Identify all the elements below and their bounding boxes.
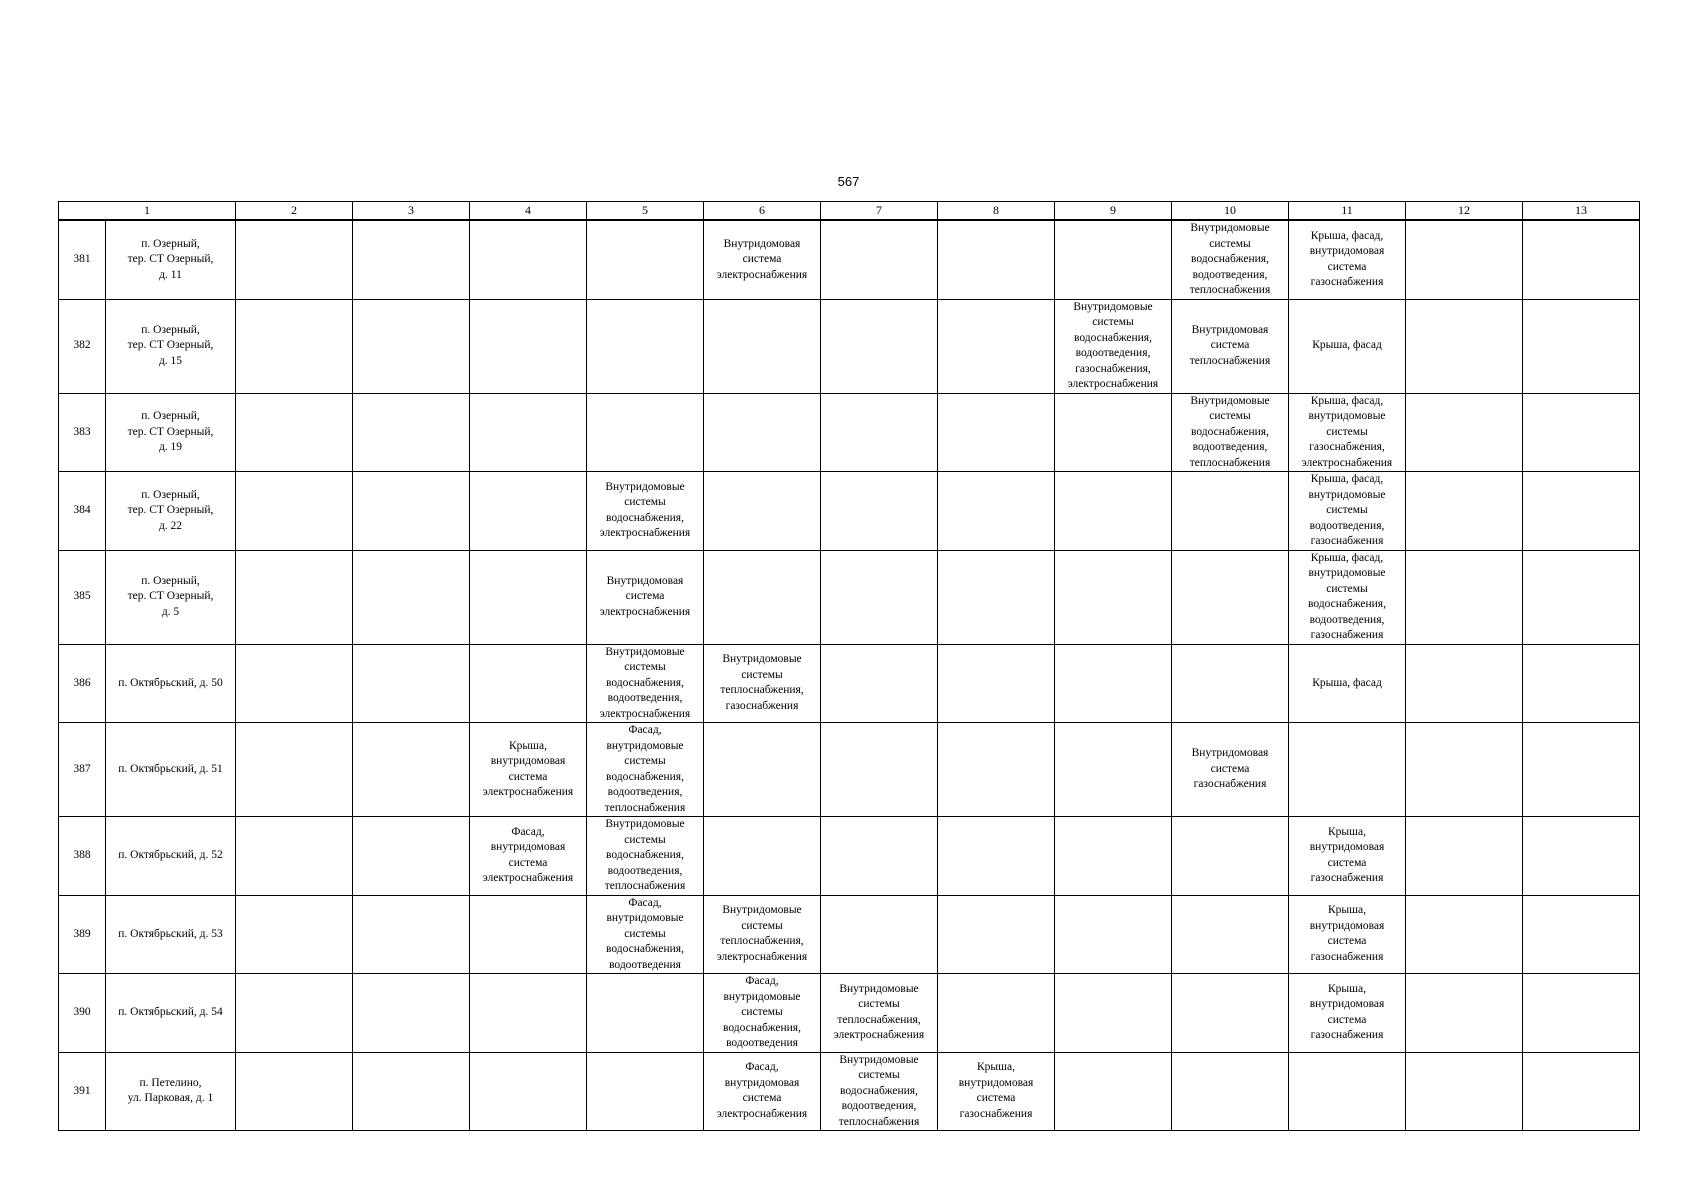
work-cell-col-11: Крыша, фасад, внутридомовые системы газоснабжения, электроснабжения <box>1289 393 1406 472</box>
page-number: 567 <box>837 174 860 189</box>
work-cell-col-11: Крыша, внутридомовая система газоснабжения <box>1289 895 1406 974</box>
address-cell: п. Озерный, тер. СТ Озерный, д. 19 <box>106 393 236 472</box>
work-cell-col-11 <box>1289 1052 1406 1131</box>
work-cell-col-12 <box>1406 472 1523 551</box>
work-cell-col-6 <box>704 472 821 551</box>
column-header-2: 2 <box>236 202 353 221</box>
work-cell-col-10: Внутридомовая система газоснабжения <box>1172 723 1289 817</box>
address-cell: п. Петелино, ул. Парковая, д. 1 <box>106 1052 236 1131</box>
work-cell-col-9 <box>1055 644 1172 723</box>
work-cell-col-8 <box>938 723 1055 817</box>
work-cell-col-5 <box>587 220 704 299</box>
work-cell-col-4 <box>470 220 587 299</box>
work-cell-col-6: Фасад, внутридомовые системы водоснабжения, водоотведения <box>704 974 821 1053</box>
row-number-cell: 385 <box>59 550 106 644</box>
work-cell-col-9: Внутридомовые системы водоснабжения, водоотведения, газоснабжения, электроснабжения <box>1055 299 1172 393</box>
work-cell-col-8 <box>938 550 1055 644</box>
work-cell-col-9 <box>1055 974 1172 1053</box>
address-cell: п. Октябрьский, д. 51 <box>106 723 236 817</box>
work-cell-col-4 <box>470 472 587 551</box>
work-cell-col-12 <box>1406 974 1523 1053</box>
work-cell-col-5 <box>587 299 704 393</box>
work-cell-col-7: Внутридомовые системы теплоснабжения, электроснабжения <box>821 974 938 1053</box>
table-body <box>59 202 1640 1131</box>
work-cell-col-11: Крыша, фасад, внутридомовая система газоснабжения <box>1289 220 1406 299</box>
row-number-cell: 386 <box>59 644 106 723</box>
work-cell-col-13 <box>1523 220 1640 299</box>
work-cell-col-11: Крыша, внутридомовая система газоснабжения <box>1289 974 1406 1053</box>
row-number-cell: 384 <box>59 472 106 551</box>
work-cell-col-3 <box>353 723 470 817</box>
work-cell-col-8 <box>938 817 1055 896</box>
work-cell-col-9 <box>1055 220 1172 299</box>
table-row <box>59 1052 1640 1131</box>
work-cell-col-12 <box>1406 1052 1523 1131</box>
work-cell-col-3 <box>353 895 470 974</box>
work-cell-col-2 <box>236 723 353 817</box>
work-cell-col-5 <box>587 1052 704 1131</box>
work-cell-col-8 <box>938 220 1055 299</box>
work-cell-col-8 <box>938 644 1055 723</box>
header-row <box>59 202 1640 221</box>
work-cell-col-7 <box>821 895 938 974</box>
work-cell-col-13 <box>1523 393 1640 472</box>
work-cell-col-5: Внутридомовые системы водоснабжения, водоотведения, теплоснабжения <box>587 817 704 896</box>
work-cell-col-6: Фасад, внутридомовая система электроснабжения <box>704 1052 821 1131</box>
work-cell-col-8 <box>938 472 1055 551</box>
work-cell-col-2 <box>236 817 353 896</box>
work-cell-col-2 <box>236 1052 353 1131</box>
work-cell-col-7 <box>821 220 938 299</box>
work-cell-col-11: Крыша, фасад <box>1289 299 1406 393</box>
work-cell-col-5: Внутридомовая система электроснабжения <box>587 550 704 644</box>
work-cell-col-4 <box>470 1052 587 1131</box>
work-cell-col-11 <box>1289 723 1406 817</box>
work-cell-col-6 <box>704 817 821 896</box>
table-row <box>59 220 1640 299</box>
work-cell-col-8 <box>938 299 1055 393</box>
capital-repair-table <box>58 201 1640 1131</box>
work-cell-col-2 <box>236 974 353 1053</box>
work-cell-col-10: Внутридомовые системы водоснабжения, водоотведения, теплоснабжения <box>1172 393 1289 472</box>
work-cell-col-13 <box>1523 550 1640 644</box>
work-cell-col-8 <box>938 895 1055 974</box>
address-cell: п. Октябрьский, д. 53 <box>106 895 236 974</box>
work-cell-col-3 <box>353 974 470 1053</box>
work-cell-col-10 <box>1172 817 1289 896</box>
work-cell-col-12 <box>1406 550 1523 644</box>
work-cell-col-7 <box>821 299 938 393</box>
work-cell-col-6 <box>704 550 821 644</box>
work-cell-col-13 <box>1523 723 1640 817</box>
table-row <box>59 974 1640 1053</box>
column-header-4: 4 <box>470 202 587 221</box>
work-cell-col-8: Крыша, внутридомовая система газоснабжения <box>938 1052 1055 1131</box>
table-row <box>59 299 1640 393</box>
work-cell-col-10 <box>1172 974 1289 1053</box>
work-cell-col-3 <box>353 220 470 299</box>
work-cell-col-4 <box>470 974 587 1053</box>
work-cell-col-13 <box>1523 895 1640 974</box>
column-header-11: 11 <box>1289 202 1406 221</box>
work-cell-col-7: Внутридомовые системы водоснабжения, водоотведения, теплоснабжения <box>821 1052 938 1131</box>
work-cell-col-10 <box>1172 644 1289 723</box>
work-cell-col-2 <box>236 550 353 644</box>
table-row <box>59 895 1640 974</box>
column-header-13: 13 <box>1523 202 1640 221</box>
work-cell-col-8 <box>938 974 1055 1053</box>
column-header-6: 6 <box>704 202 821 221</box>
work-cell-col-4 <box>470 895 587 974</box>
row-number-cell: 383 <box>59 393 106 472</box>
work-cell-col-5: Внутридомовые системы водоснабжения, водоотведения, электроснабжения <box>587 644 704 723</box>
work-cell-col-10 <box>1172 550 1289 644</box>
work-cell-col-4: Фасад, внутридомовая система электроснабжения <box>470 817 587 896</box>
work-cell-col-7 <box>821 723 938 817</box>
address-cell: п. Озерный, тер. СТ Озерный, д. 22 <box>106 472 236 551</box>
work-cell-col-7 <box>821 817 938 896</box>
work-cell-col-12 <box>1406 895 1523 974</box>
work-cell-col-7 <box>821 644 938 723</box>
address-cell: п. Октябрьский, д. 54 <box>106 974 236 1053</box>
row-number-cell: 388 <box>59 817 106 896</box>
work-cell-col-11: Крыша, внутридомовая система газоснабжения <box>1289 817 1406 896</box>
work-cell-col-3 <box>353 299 470 393</box>
work-cell-col-4 <box>470 393 587 472</box>
work-cell-col-2 <box>236 393 353 472</box>
work-cell-col-7 <box>821 472 938 551</box>
work-cell-col-5 <box>587 393 704 472</box>
work-cell-col-2 <box>236 299 353 393</box>
table-row <box>59 817 1640 896</box>
column-header-7: 7 <box>821 202 938 221</box>
work-cell-col-6 <box>704 723 821 817</box>
work-cell-col-3 <box>353 550 470 644</box>
work-cell-col-3 <box>353 472 470 551</box>
work-cell-col-5: Фасад, внутридомовые системы водоснабжения, водоотведения <box>587 895 704 974</box>
work-cell-col-4 <box>470 644 587 723</box>
work-cell-col-9 <box>1055 895 1172 974</box>
work-cell-col-10: Внутридомовые системы водоснабжения, водоотведения, теплоснабжения <box>1172 220 1289 299</box>
work-cell-col-2 <box>236 895 353 974</box>
work-cell-col-6 <box>704 393 821 472</box>
work-cell-col-8 <box>938 393 1055 472</box>
work-cell-col-4: Крыша, внутридомовая система электроснабжения <box>470 723 587 817</box>
work-cell-col-4 <box>470 550 587 644</box>
work-cell-col-10 <box>1172 895 1289 974</box>
work-cell-col-7 <box>821 550 938 644</box>
work-cell-col-4 <box>470 299 587 393</box>
work-cell-col-9 <box>1055 393 1172 472</box>
column-header-9: 9 <box>1055 202 1172 221</box>
work-cell-col-3 <box>353 817 470 896</box>
work-cell-col-12 <box>1406 220 1523 299</box>
table-row <box>59 644 1640 723</box>
work-cell-col-13 <box>1523 472 1640 551</box>
work-cell-col-2 <box>236 220 353 299</box>
column-header-5: 5 <box>587 202 704 221</box>
work-cell-col-6: Внутридомовая система электроснабжения <box>704 220 821 299</box>
column-header-12: 12 <box>1406 202 1523 221</box>
row-number-cell: 381 <box>59 220 106 299</box>
work-cell-col-2 <box>236 472 353 551</box>
column-header-3: 3 <box>353 202 470 221</box>
work-cell-col-6: Внутридомовые системы теплоснабжения, газоснабжения <box>704 644 821 723</box>
work-cell-col-12 <box>1406 299 1523 393</box>
work-cell-col-9 <box>1055 1052 1172 1131</box>
work-cell-col-3 <box>353 1052 470 1131</box>
row-number-cell: 387 <box>59 723 106 817</box>
work-cell-col-9 <box>1055 723 1172 817</box>
work-cell-col-3 <box>353 393 470 472</box>
work-cell-col-13 <box>1523 974 1640 1053</box>
row-number-cell: 382 <box>59 299 106 393</box>
work-cell-col-12 <box>1406 644 1523 723</box>
work-cell-col-9 <box>1055 817 1172 896</box>
work-cell-col-3 <box>353 644 470 723</box>
table-row <box>59 723 1640 817</box>
work-cell-col-13 <box>1523 644 1640 723</box>
work-cell-col-9 <box>1055 472 1172 551</box>
address-cell: п. Озерный, тер. СТ Озерный, д. 5 <box>106 550 236 644</box>
row-number-cell: 390 <box>59 974 106 1053</box>
table-row <box>59 550 1640 644</box>
work-cell-col-13 <box>1523 1052 1640 1131</box>
address-cell: п. Октябрьский, д. 50 <box>106 644 236 723</box>
work-cell-col-12 <box>1406 817 1523 896</box>
work-cell-col-12 <box>1406 393 1523 472</box>
column-header-8: 8 <box>938 202 1055 221</box>
address-cell: п. Озерный, тер. СТ Озерный, д. 15 <box>106 299 236 393</box>
work-cell-col-2 <box>236 644 353 723</box>
work-cell-col-5: Фасад, внутридомовые системы водоснабжения, водоотведения, теплоснабжения <box>587 723 704 817</box>
column-header-1: 1 <box>59 202 236 221</box>
work-cell-col-6: Внутридомовые системы теплоснабжения, электроснабжения <box>704 895 821 974</box>
row-number-cell: 391 <box>59 1052 106 1131</box>
work-cell-col-13 <box>1523 817 1640 896</box>
table-row <box>59 393 1640 472</box>
work-cell-col-10: Внутридомовая система теплоснабжения <box>1172 299 1289 393</box>
row-number-cell: 389 <box>59 895 106 974</box>
table-row <box>59 472 1640 551</box>
work-cell-col-6 <box>704 299 821 393</box>
work-cell-col-11: Крыша, фасад <box>1289 644 1406 723</box>
work-cell-col-7 <box>821 393 938 472</box>
work-cell-col-10 <box>1172 1052 1289 1131</box>
column-header-10: 10 <box>1172 202 1289 221</box>
work-cell-col-13 <box>1523 299 1640 393</box>
work-cell-col-5: Внутридомовые системы водоснабжения, электроснабжения <box>587 472 704 551</box>
work-cell-col-12 <box>1406 723 1523 817</box>
address-cell: п. Озерный, тер. СТ Озерный, д. 11 <box>106 220 236 299</box>
work-cell-col-10 <box>1172 472 1289 551</box>
work-cell-col-11: Крыша, фасад, внутридомовые системы водоотведения, газоснабжения <box>1289 472 1406 551</box>
address-cell: п. Октябрьский, д. 52 <box>106 817 236 896</box>
work-cell-col-9 <box>1055 550 1172 644</box>
work-cell-col-11: Крыша, фасад, внутридомовые системы водоснабжения, водоотведения, газоснабжения <box>1289 550 1406 644</box>
work-cell-col-5 <box>587 974 704 1053</box>
